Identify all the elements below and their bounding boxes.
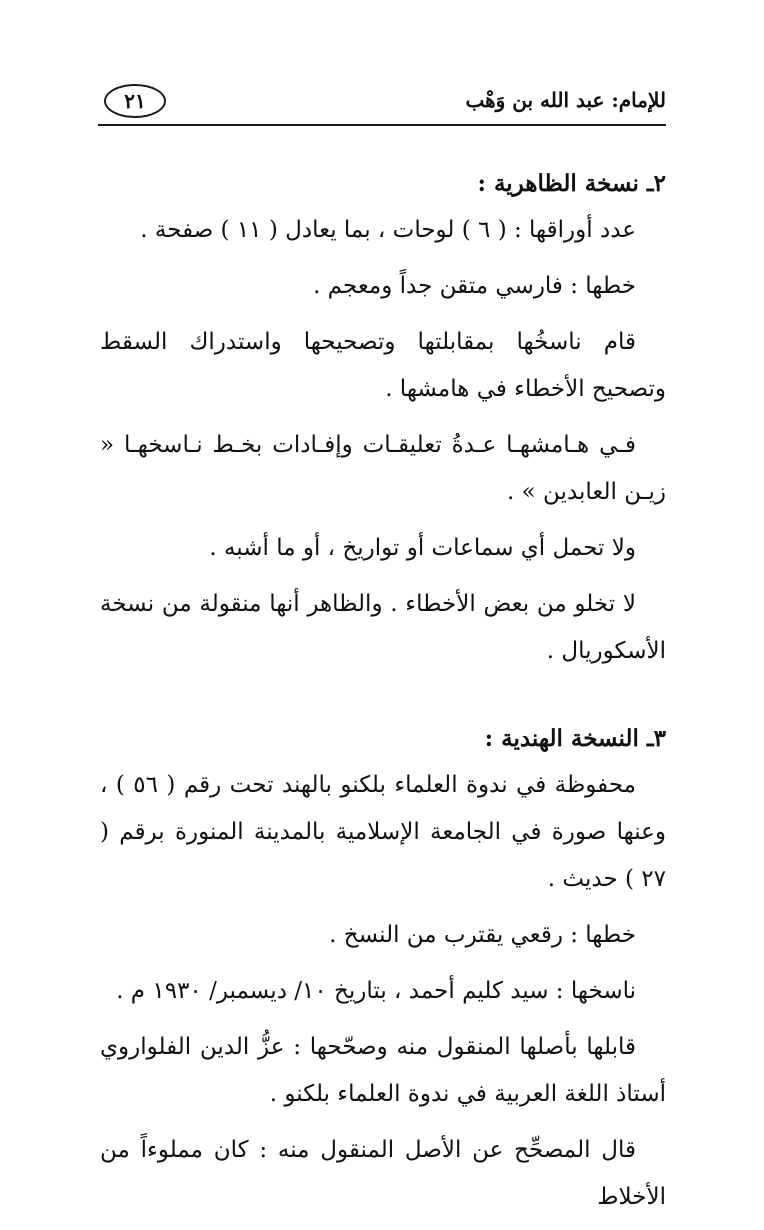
paragraph: قام ناسخُها بمقابلتها وتصحيحها واستدراك السقط وتصحيح الأخطاء في هامشها .	[100, 329, 666, 402]
paragraph: عدد أوراقها : ( ٦ ) لوحات ، بما يعادل ( ١١ ) صفحة .	[140, 217, 636, 243]
section-hindiyya	[100, 715, 666, 1221]
paragraph: ناسخها : سيد كليم أحمد ، بتاريخ ١٠/ ديسمبر/ ١٩٣٠ م .	[116, 978, 636, 1004]
paragraph: قابلها بأصلها المنقول منه وصحّحها : عزُّ الدين الفلواروي أستاذ اللغة العربية في ندوة العلماء بلكنو .	[100, 1034, 666, 1107]
running-title: للإمام: عبد الله بن وَهْب	[465, 88, 666, 112]
section-spacer	[100, 684, 666, 715]
paragraph: خطها : فارسي متقن جداً ومعجم .	[313, 273, 636, 299]
section-zahiriyya	[100, 160, 666, 675]
paragraph: قال المصحِّح عن الأصل المنقول منه : كان مملوءاً من الأخلاط	[100, 1137, 666, 1210]
page-header	[98, 82, 666, 126]
page-number-badge: ٢١	[104, 84, 166, 118]
paragraph: فـي هـامشهـا عـدةُ تعليقـات وإفـادات بخـط نـاسخهـا « زيـن العابدين » .	[100, 432, 666, 505]
paragraph: خطها : رقعي يقترب من النسخ .	[329, 922, 636, 948]
section-heading: ٢ـ نسخة الظاهرية :	[477, 170, 666, 197]
page-body	[100, 160, 666, 1230]
section-heading: ٣ـ النسخة الهندية :	[484, 725, 666, 752]
paragraph: ولا تحمل أي سماعات أو تواريخ ، أو ما أشبه .	[209, 535, 636, 561]
paragraph: لا تخلو من بعض الأخطاء . والظاهر أنها منقولة من نسخة الأسكوريال .	[100, 591, 666, 664]
paragraph: محفوظة في ندوة العلماء بلكنو بالهند تحت رقم ( ٥٦ ) ، وعنها صورة في الجامعة الإسلامية بالمدينة المنورة برقم ( ٢٧ ) حديث .	[100, 772, 666, 892]
